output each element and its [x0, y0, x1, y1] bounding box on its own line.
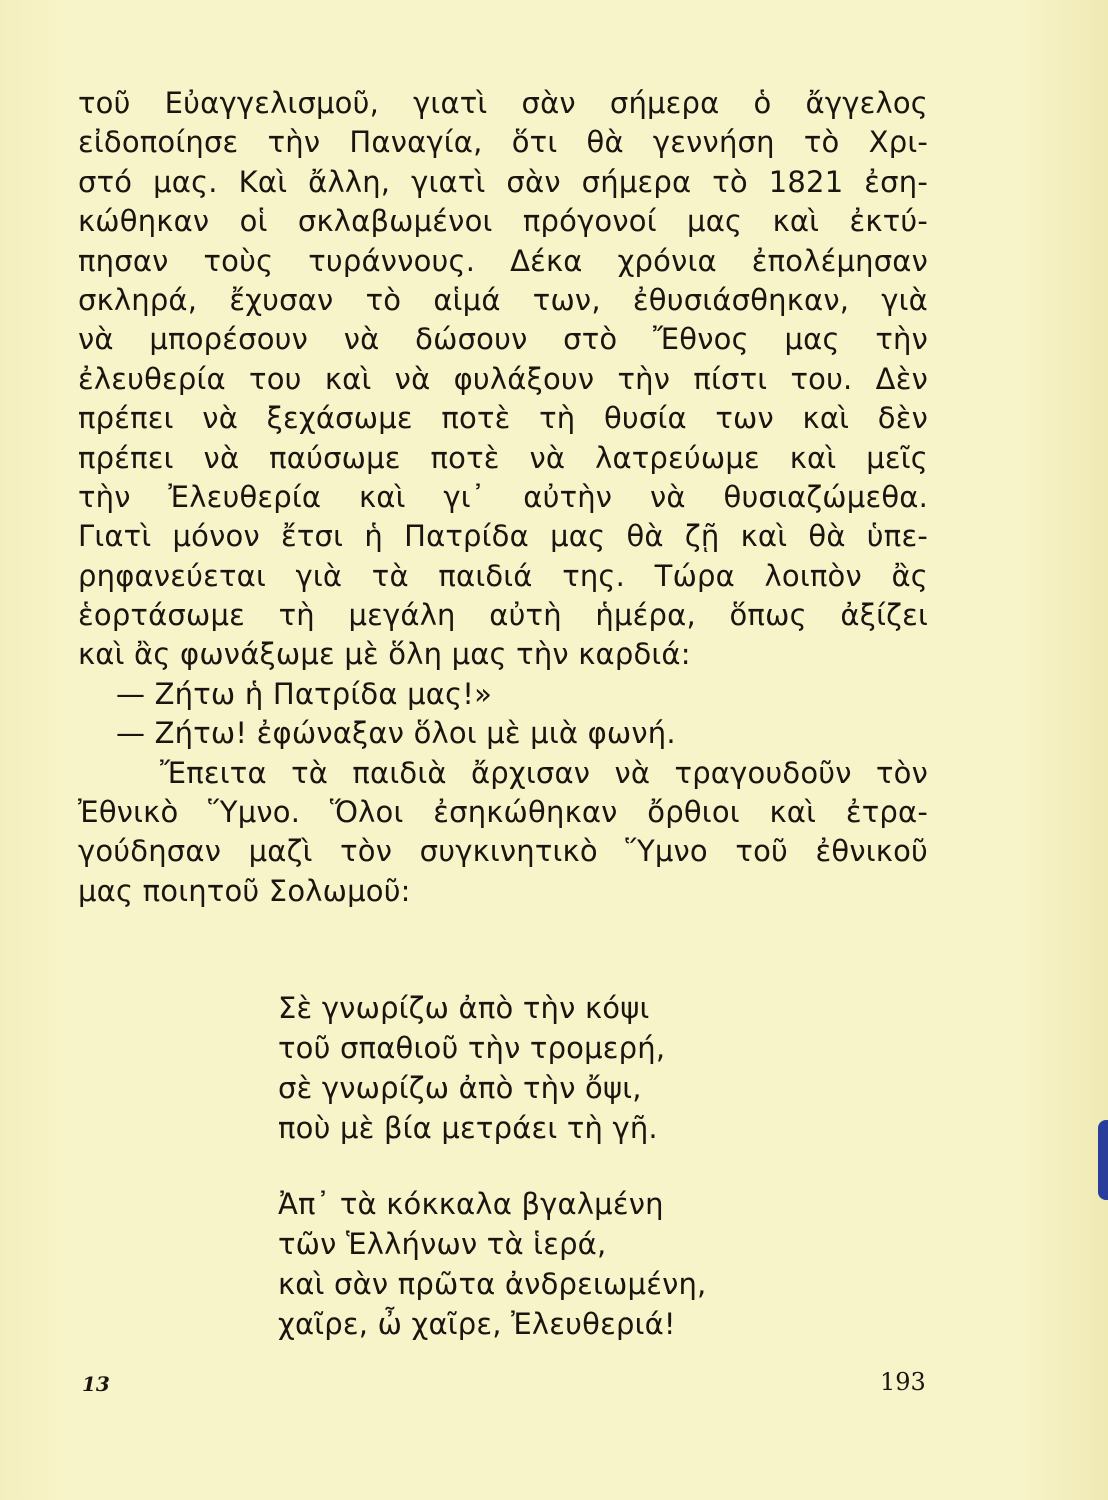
prose-line: νὰ μπορέσουν νὰ δώσουν στὸ Ἔθνος μας τὴν	[78, 322, 928, 357]
prose-block	[78, 84, 928, 911]
prose-line: Ἐθνικὸ Ὕμνο. Ὅλοι ἐσηκώθηκαν ὄρθιοι καὶ ἐτρα-	[78, 795, 928, 830]
prose-line: στό μας. Καὶ ἄλλη, γιατὶ σὰν σήμερα τὸ 1821 ἐση-	[78, 164, 928, 199]
prose-line: εἰδοποίησε τὴν Παναγία, ὅτι θὰ γεννήση τὸ Χρι-	[78, 125, 928, 160]
poem-line: καὶ σὰν πρῶτα ἀνδρειωμένη,	[278, 1267, 707, 1301]
poem-line: Σὲ γνωρίζω ἀπὸ τὴν κόψι	[278, 991, 650, 1025]
prose-line: κώθηκαν οἱ σκλαβωμένοι πρόγονοί μας καὶ ἐκτύ-	[78, 204, 928, 239]
poem-line: τῶν Ἑλλήνων τὰ ἱερά,	[278, 1227, 607, 1261]
dialogue-line: — Ζήτω! ἐφώναξαν ὅλοι μὲ μιὰ φωνή.	[116, 716, 676, 751]
poem-line: χαῖρε, ὦ χαῖρε, Ἐλευθεριά!	[278, 1307, 676, 1341]
edge-ink-mark	[1098, 1120, 1108, 1200]
paragraph-start-line: Ἔπειτα τὰ παιδιὰ ἄρχισαν νὰ τραγουδοῦν τὸν	[160, 755, 928, 790]
dialogue-line: — Ζήτω ἡ Πατρίδα μας!»	[116, 676, 493, 711]
prose-line: ρηφανεύεται γιὰ τὰ παιδιά της. Τώρα λοιπὸν ἂς	[78, 558, 928, 593]
prose-line: καὶ ἂς φωνάξωμε μὲ ὅλη μας τὴν καρδιά:	[78, 637, 691, 672]
prose-line: μας ποιητοῦ Σολωμοῦ:	[78, 873, 411, 908]
prose-line: ἐλευθερία του καὶ νὰ φυλάξουν τὴν πίστι του. Δὲν	[78, 361, 928, 396]
prose-line: σκληρά, ἔχυσαν τὸ αἱμά των, ἐθυσιάσθηκαν, γιὰ	[78, 282, 928, 317]
prose-line: ἑορτάσωμε τὴ μεγάλη αὐτὴ ἡμέρα, ὅπως ἀξίζει	[78, 598, 928, 633]
poem-line: σὲ γνωρίζω ἀπὸ τὴν ὄψι,	[278, 1071, 642, 1105]
prose-line: τοῦ Εὐαγγελισμοῦ, γιατὶ σὰν σήμερα ὁ ἄγγελος	[78, 86, 928, 120]
poem-block	[278, 988, 798, 1344]
prose-line: πησαν τοὺς τυράννους. Δέκα χρόνια ἐπολέμησαν	[78, 243, 928, 278]
page-number: 193	[880, 1368, 926, 1396]
prose-line: πρέπει νὰ παύσωμε ποτὲ νὰ λατρεύωμε καὶ μεῖς	[78, 440, 928, 475]
signature-mark: 13	[82, 1372, 110, 1396]
prose-line: γούδησαν μαζὶ τὸν συγκινητικὸ Ὕμνο τοῦ ἐθνικοῦ	[78, 834, 928, 869]
poem-line: ποὺ μὲ βία μετράει τὴ γῆ.	[278, 1111, 658, 1145]
prose-line: πρέπει νὰ ξεχάσωμε ποτὲ τὴ θυσία των καὶ δὲν	[78, 401, 928, 436]
prose-line: τὴν Ἐλευθερία καὶ γι᾽ αὐτὴν νὰ θυσιαζώμεθα.	[78, 479, 928, 514]
poem-line: τοῦ σπαθιοῦ τὴν τρομερή,	[278, 1031, 666, 1065]
poem-line: Ἀπ᾽ τὰ κόκκαλα βγαλμένη	[278, 1187, 664, 1221]
prose-line: Γιατὶ μόνον ἔτσι ἡ Πατρίδα μας θὰ ζῇ καὶ θὰ ὑπε-	[78, 519, 928, 554]
stanza-gap	[278, 1148, 798, 1184]
